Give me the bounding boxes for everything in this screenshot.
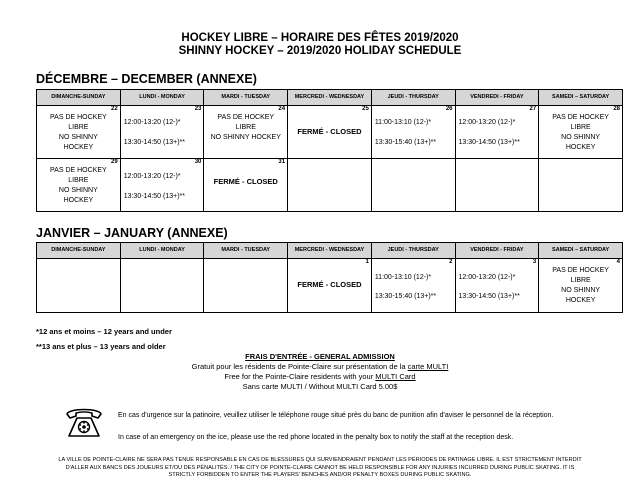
day-cell-dec-22 (37, 106, 121, 159)
header-thursday: JEUDI - THURSDAY (371, 90, 455, 106)
day-cell-dec-28 (539, 106, 623, 159)
day-number: 4 (616, 259, 620, 265)
closed-label: FERMÉ - CLOSED (213, 177, 278, 186)
day-number: 29 (111, 159, 118, 165)
note-over-13: **13 ans et plus – 13 years and older (36, 342, 166, 351)
no-hockey-text: PAS DE HOCKEY LIBRE NO SHINNY HOCKEY (50, 167, 107, 204)
day-cell-dec-31 (204, 159, 288, 212)
liability-disclaimer: LA VILLE DE POINTE-CLAIRE NE SERA PAS TENUE RESPONSABLE EN CAS DE BLESSURES QUI SURVIENDRAIENT PENDANT LES PÉRIODES DE PATINAGE LIBRE. IL EST STRICTEMENT INTERDIT D'ALLER AUX BANCS DES JOUEURS ET/OU DES PÉNALITÉS. / THE CITY OF POINTE-CLAIRE CANNOT BE HELD RESPONSIBLE FOR ANY INJURIES INCURRED DURING PUBLIC SKATING. IT IS STRICTLY FORBIDDEN TO ENTER THE PLAYERS' BENCHES AND/OR PENALTY BOXES DURING PUBLIC SKATING. (58, 457, 582, 479)
time-slot-teens: 13:30-14:50 (13+)** (123, 193, 185, 200)
header-friday: VENDREDI - FRIDAY (455, 243, 539, 259)
day-cell-jan-2 (371, 259, 455, 313)
time-slot-kids: 12:00-13:20 (12-)* (123, 119, 181, 126)
time-slot-teens: 13:30-15:40 (13+)** (374, 293, 437, 300)
day-cell-jan-4 (539, 259, 623, 313)
time-slot-kids: 12:00-13:20 (12-)* (458, 119, 516, 126)
day-number: 25 (362, 106, 369, 112)
empty-day-cell (455, 159, 539, 212)
closed-label: FERMÉ - CLOSED (297, 280, 362, 289)
multi-card-link-fr: carte MULTI (407, 362, 449, 371)
emergency-text-fr: En cas d'urgence sur la patinoire, veuillez utiliser le téléphone rouge situé près du banc de punition afin d'aviser le personnel de la réception. (118, 412, 554, 419)
week-row (37, 106, 623, 159)
time-slot-teens: 13:30-14:50 (13+)** (458, 139, 520, 146)
january-heading: JANVIER – JANUARY (ANNEXE) (36, 226, 228, 240)
day-cell-jan-3 (455, 259, 539, 313)
time-slot-kids: 11:00-13:10 (12-)* (374, 119, 432, 126)
header-row (37, 243, 623, 259)
time-slot-kids: 12:00-13:20 (12-)* (123, 173, 181, 180)
december-heading: DÉCEMBRE – DECEMBER (ANNEXE) (36, 72, 257, 86)
week-row (37, 259, 623, 313)
day-number: 22 (111, 106, 118, 112)
header-row (37, 90, 623, 106)
time-slot-teens: 13:30-14:50 (13+)** (123, 139, 185, 146)
day-number: 2 (449, 259, 453, 265)
day-cell-jan-1 (288, 259, 372, 313)
multi-card-link-en: MULTI Card (375, 372, 416, 381)
day-cell-dec-23 (120, 106, 204, 159)
day-cell-dec-25 (288, 106, 372, 159)
header-wednesday: MERCREDI - WEDNESDAY (288, 243, 372, 259)
header-wednesday: MERCREDI - WEDNESDAY (288, 90, 372, 106)
time-slot-teens: 13:30-15:40 (13+)** (374, 139, 437, 146)
header-monday: LUNDI - MONDAY (120, 243, 204, 259)
no-hockey-text: PAS DE HOCKEY LIBRE NO SHINNY HOCKEY (210, 114, 281, 141)
no-hockey-text: PAS DE HOCKEY LIBRE NO SHINNY HOCKEY (552, 114, 609, 151)
day-number: 23 (194, 106, 202, 112)
header-tuesday: MARDI - TUESDAY (204, 243, 288, 259)
no-hockey-text: PAS DE HOCKEY LIBRE NO SHINNY HOCKEY (552, 267, 609, 304)
day-number: 3 (532, 259, 537, 265)
time-slot-teens: 13:30-14:50 (13+)** (458, 293, 520, 300)
header-tuesday: MARDI - TUESDAY (204, 90, 288, 106)
telephone-icon (64, 405, 104, 439)
header-saturday: SAMEDI – SATURDAY (539, 243, 623, 259)
empty-day-cell (37, 259, 121, 313)
empty-day-cell (120, 259, 204, 313)
admission-heading: FRAIS D'ENTRÉE - GENERAL ADMISSION (245, 352, 395, 361)
day-cell-dec-24 (204, 106, 288, 159)
admission-en: Free for the Pointe-Claire residents with your MULTI Card (224, 372, 416, 381)
day-cell-dec-26 (371, 106, 455, 159)
empty-day-cell (204, 259, 288, 313)
time-slot-kids: 12:00-13:20 (12-)* (458, 274, 516, 281)
day-number: 28 (613, 106, 620, 112)
header-sunday: DIMANCHE-SUNDAY (37, 243, 121, 259)
emergency-text-en: In case of an emergency on the ice, please use the red phone located in the penalty box to notify the staff at the reception desk. (118, 434, 514, 441)
header-thursday: JEUDI - THURSDAY (371, 243, 455, 259)
day-number: 26 (445, 106, 453, 112)
day-number: 27 (529, 106, 537, 112)
december-schedule-table (36, 89, 623, 212)
empty-day-cell (288, 159, 372, 212)
title-fr: HOCKEY LIBRE – HORAIRE DES FÊTES 2019/2020 (181, 32, 459, 44)
header-friday: VENDREDI - FRIDAY (455, 90, 539, 106)
day-number: 31 (278, 159, 286, 165)
admission-fr: Gratuit pour les résidents de Pointe-Claire sur présentation de la carte MULTI (191, 362, 449, 371)
no-hockey-text: PAS DE HOCKEY LIBRE NO SHINNY HOCKEY (50, 114, 107, 151)
note-under-12: *12 ans et moins – 12 years and under (36, 327, 172, 336)
closed-label: FERMÉ - CLOSED (297, 127, 362, 136)
empty-day-cell (371, 159, 455, 212)
january-schedule-table (36, 242, 623, 313)
week-row (37, 159, 623, 212)
admission-without-card: Sans carte MULTI / Without MULTI Card 5.00$ (242, 382, 398, 391)
time-slot-kids: 11:00-13:10 (12-)* (374, 274, 432, 281)
header-monday: LUNDI - MONDAY (120, 90, 204, 106)
title-en: SHINNY HOCKEY – 2019/2020 HOLIDAY SCHEDULE (178, 45, 462, 57)
day-number: 1 (365, 259, 369, 265)
header-saturday: SAMEDI – SATURDAY (539, 90, 623, 106)
day-cell-dec-29 (37, 159, 121, 212)
header-sunday: DIMANCHE-SUNDAY (37, 90, 121, 106)
empty-day-cell (539, 159, 623, 212)
day-number: 24 (278, 106, 286, 112)
day-cell-dec-27 (455, 106, 539, 159)
day-cell-dec-30 (120, 159, 204, 212)
day-number: 30 (194, 159, 202, 165)
